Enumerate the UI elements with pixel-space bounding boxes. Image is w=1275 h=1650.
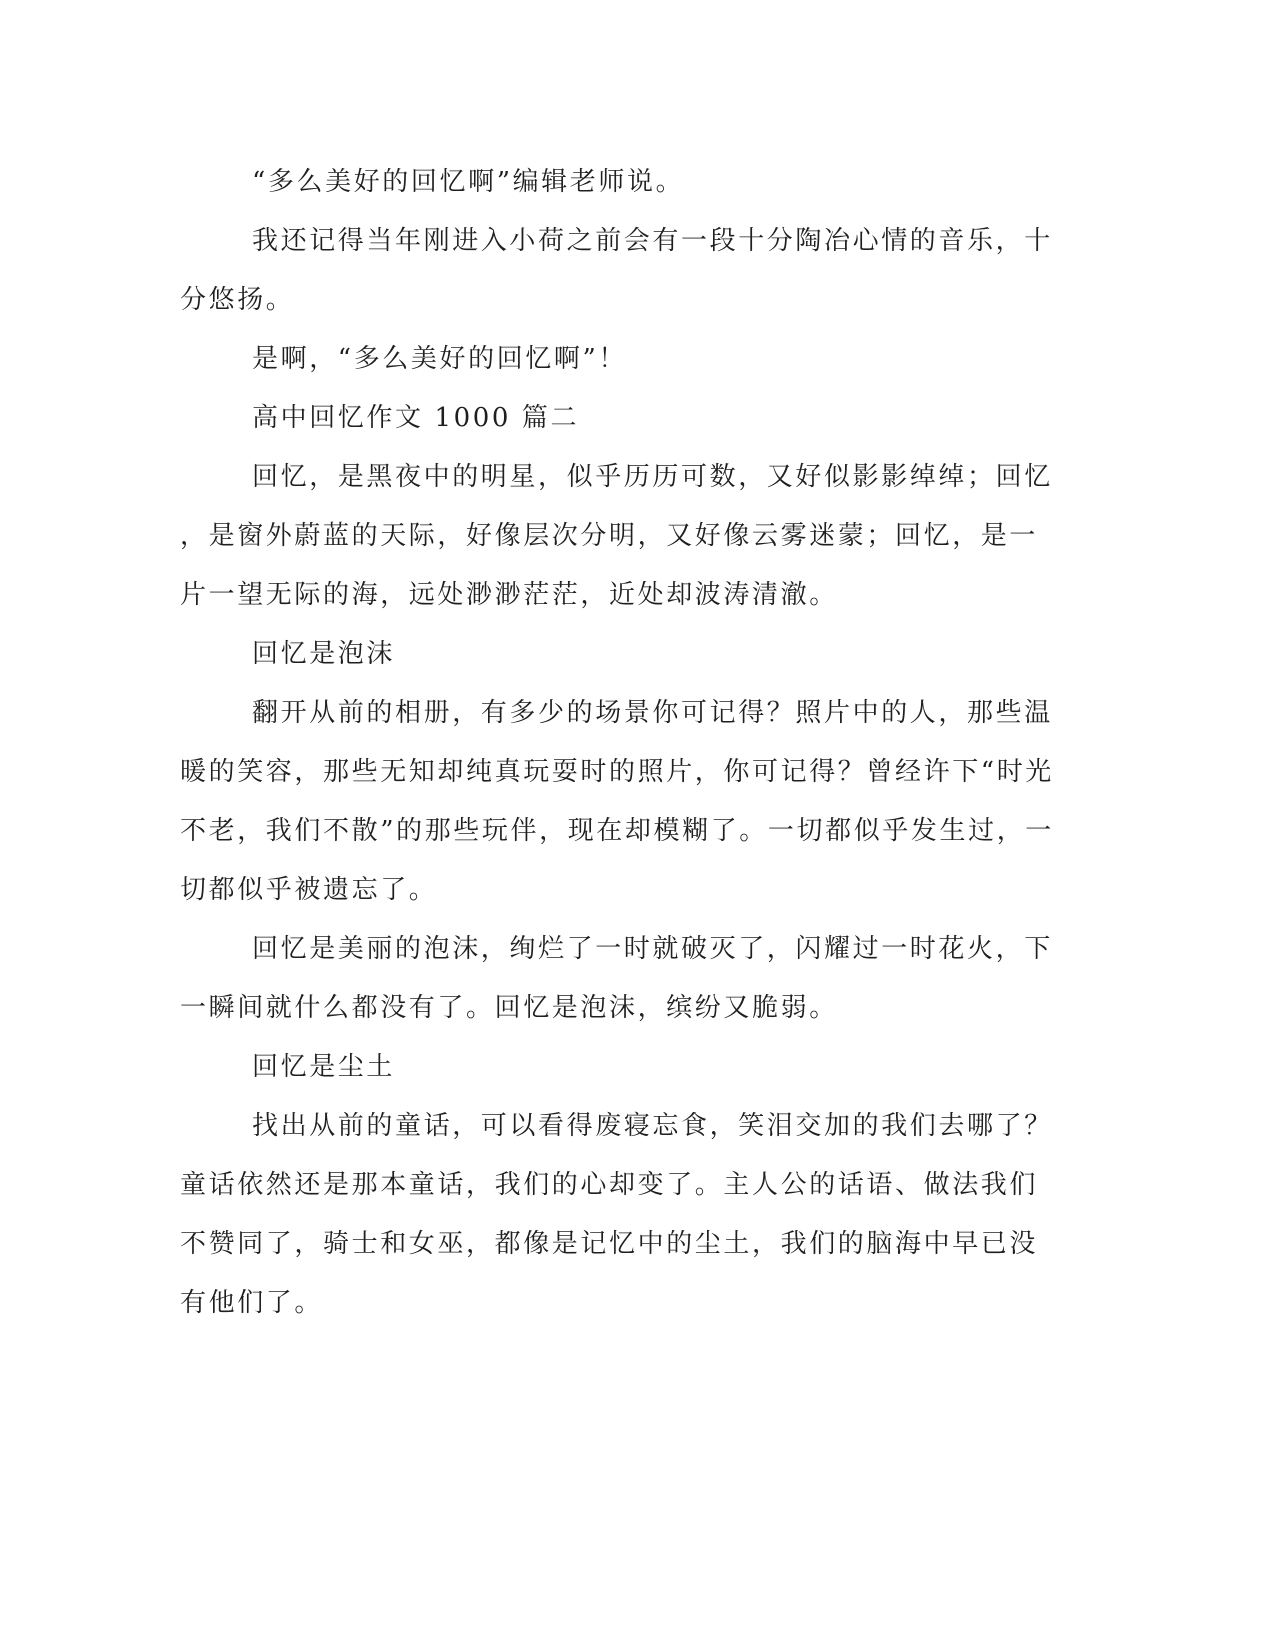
section-heading: 回忆是泡沫 bbox=[252, 639, 396, 669]
paragraph-line: 不赞同了，骑士和女巫，都像是记忆中的尘土，我们的脑海中早已没 bbox=[180, 1229, 1039, 1259]
paragraph-line: 翻开从前的相册，有多少的场景你可记得？照片中的人，那些温 bbox=[252, 698, 1053, 728]
paragraph-line: 不老，我们不散”的那些玩伴，现在却模糊了。一切都似乎发生过，一 bbox=[180, 816, 1054, 846]
section-heading: 回忆是尘土 bbox=[252, 1052, 396, 1082]
paragraph-line: 片一望无际的海，远处渺渺茫茫，近处却波涛清澈。 bbox=[180, 580, 838, 610]
paragraph-line: 找出从前的童话，可以看得废寝忘食，笑泪交加的我们去哪了？ bbox=[252, 1111, 1053, 1141]
paragraph-line: 暖的笑容，那些无知却纯真玩耍时的照片，你可记得？曾经许下“时光 bbox=[180, 757, 1054, 787]
paragraph-line: 童话依然还是那本童话，我们的心却变了。主人公的话语、做法我们 bbox=[180, 1170, 1039, 1200]
paragraph-line: 回忆是美丽的泡沫，绚烂了一时就破灭了，闪耀过一时花火，下 bbox=[252, 934, 1053, 964]
paragraph-line: 一瞬间就什么都没有了。回忆是泡沫，缤纷又脆弱。 bbox=[180, 993, 838, 1023]
paragraph-line: 分悠扬。 bbox=[180, 285, 295, 315]
paragraph-line: 回忆，是黑夜中的明星，似乎历历可数，又好似影影绰绰；回忆 bbox=[252, 462, 1053, 492]
paragraph-line: 是啊，“多么美好的回忆啊”！ bbox=[252, 344, 627, 374]
paragraph-line: ，是窗外蔚蓝的天际，好像层次分明，又好像云雾迷蒙；回忆，是一 bbox=[180, 521, 1039, 551]
paragraph-line: 有他们了。 bbox=[180, 1288, 324, 1318]
paragraph-line: “多么美好的回忆啊”编辑老师说。 bbox=[252, 167, 685, 197]
paragraph-line: 我还记得当年刚进入小荷之前会有一段十分陶冶心情的音乐，十 bbox=[252, 226, 1053, 256]
paragraph-line: 切都似乎被遗忘了。 bbox=[180, 875, 438, 905]
section-heading: 高中回忆作文 1000 篇二 bbox=[252, 403, 580, 433]
